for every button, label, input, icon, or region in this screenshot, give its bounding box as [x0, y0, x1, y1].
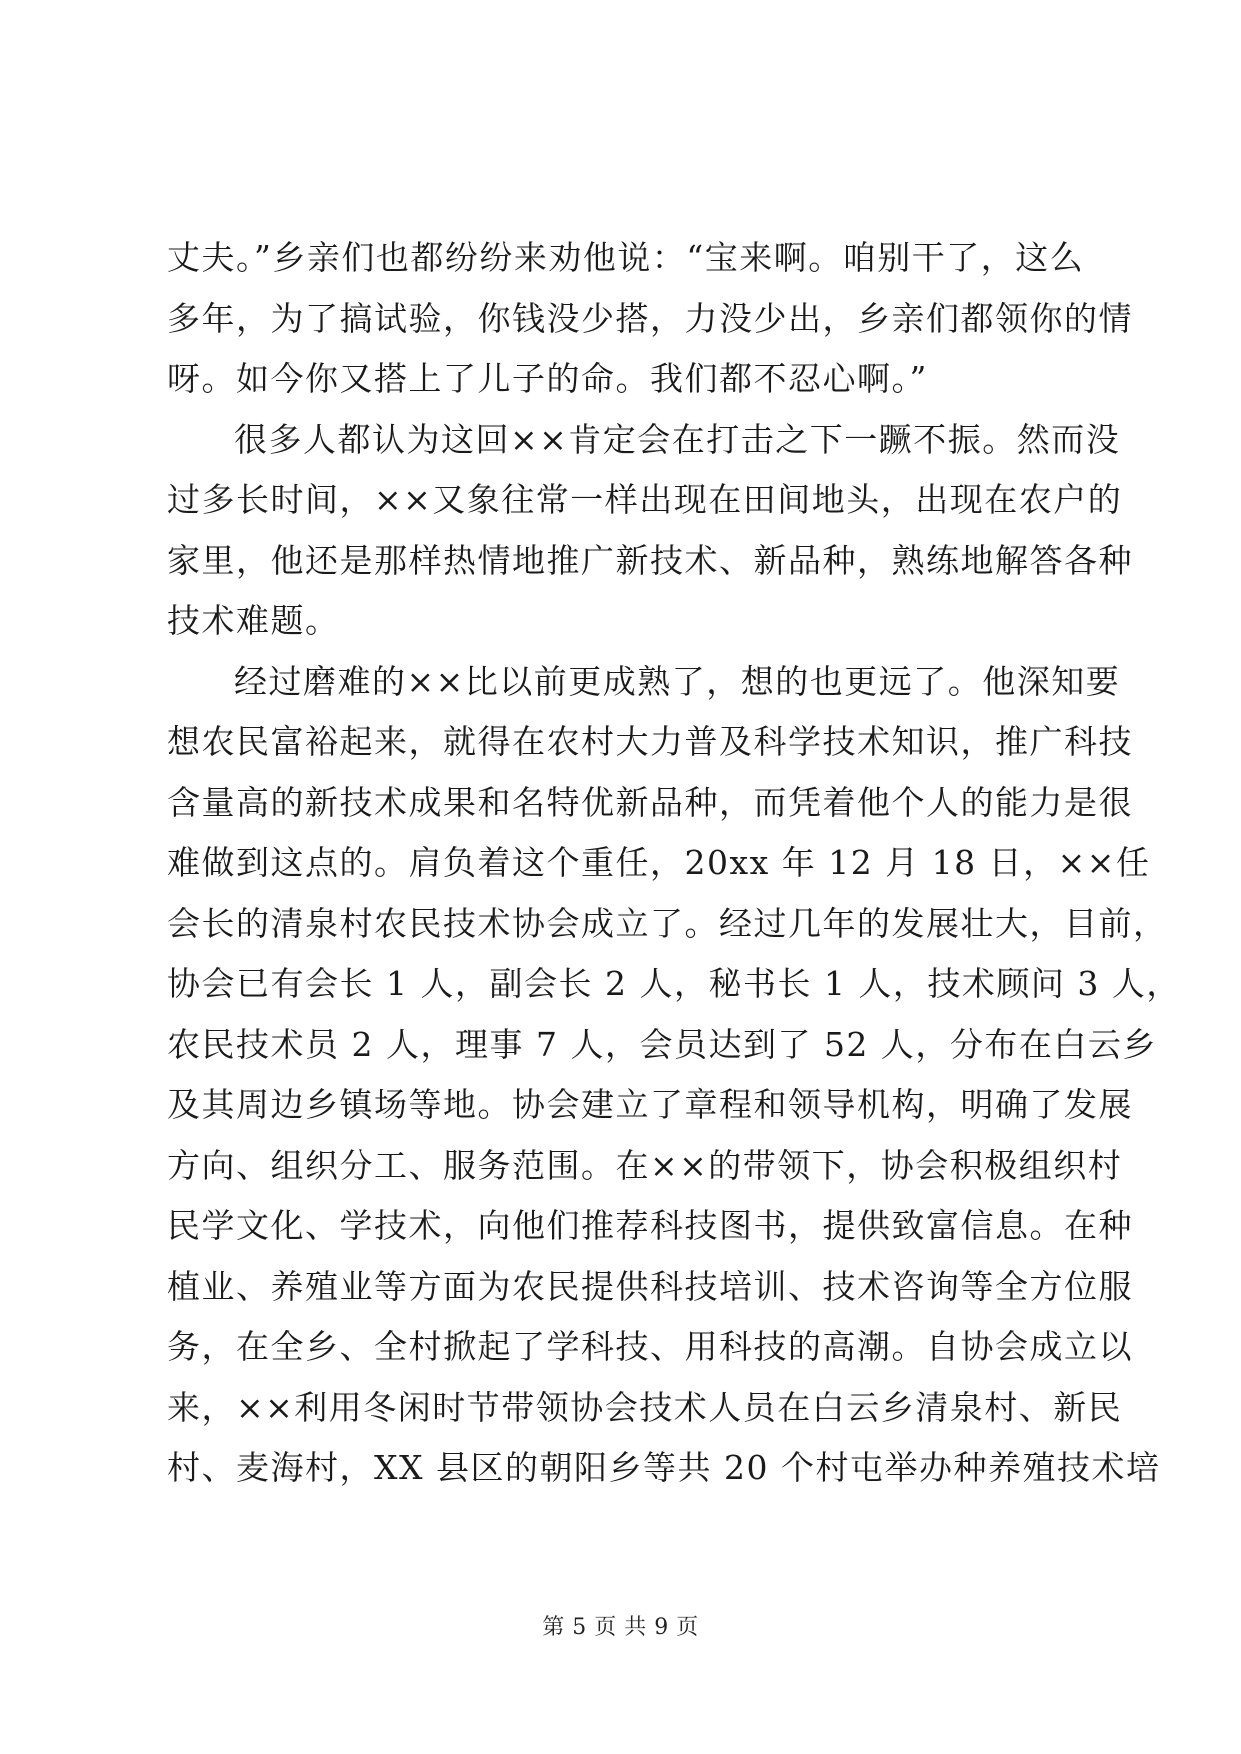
text-line: 过多长时间，××又象往常一样出现在田间地头，出现在农户的	[167, 480, 1123, 519]
text-line: 多年，为了搞试验，你钱没少搭，力没少出，乡亲们都领你的情	[167, 298, 1133, 338]
text-line: 来，××利用冬闲时节带领协会技术人员在白云乡清泉村、新民	[167, 1387, 1123, 1427]
text-line: 技术难题。	[167, 601, 340, 640]
text-line: 村、麦海村，XX 县区的朝阳乡等共 20 个村屯举办种养殖技术培	[167, 1448, 1161, 1487]
text-line: 农民技术员 2 人，理事 7 人，会员达到了 52 人，分布在白云乡	[167, 1024, 1157, 1064]
text-line: 很多人都认为这回××肯定会在打击之下一蹶不振。然而没	[234, 419, 1121, 459]
text-line: 及其周边乡镇场等地。协会建立了章程和领导机构，明确了发展	[167, 1085, 1133, 1124]
text-line: 协会已有会长 1 人，副会长 2 人，秘书长 1 人，技术顾问 3 人，	[167, 964, 1181, 1003]
text-line: 务，在全乡、全村掀起了学科技、用科技的高潮。自协会成立以	[167, 1327, 1133, 1366]
text-line: 丈夫。”乡亲们也都纷纷来劝他说：“宝来啊。咱别干了，这么	[167, 238, 1085, 277]
text-line: 植业、养殖业等方面为农民提供科技培训、技术咨询等全方位服	[167, 1266, 1133, 1306]
text-line: 难做到这点的。肩负着这个重任，20xx 年 12 月 18 日，××任	[167, 843, 1151, 882]
text-line: 会长的清泉村农民技术协会成立了。经过几年的发展壮大，目前，	[167, 903, 1168, 943]
text-line: 民学文化、学技术，向他们推荐科技图书，提供致富信息。在种	[167, 1206, 1133, 1245]
text-line: 家里，他还是那样热情地推广新技术、新品种，熟练地解答各种	[167, 540, 1133, 580]
paragraph-1	[167, 228, 1133, 410]
document-body	[167, 228, 1181, 1499]
text-line: 方向、组织分工、服务范围。在××的带领下，协会积极组织村	[167, 1145, 1123, 1185]
paragraph-2	[167, 410, 1133, 652]
text-line: 呀。如今你又搭上了儿子的命。我们都不忍心啊。”	[167, 359, 928, 398]
page-footer: 第 5 页 共 9 页	[542, 1615, 699, 1640]
paragraph-3	[167, 652, 1181, 1499]
text-line: 想农民富裕起来，就得在农村大力普及科学技术知识，推广科技	[167, 722, 1133, 761]
text-line: 含量高的新技术成果和名特优新品种，而凭着他个人的能力是很	[167, 782, 1133, 822]
text-line: 经过磨难的××比以前更成熟了，想的也更远了。他深知要	[234, 661, 1121, 701]
